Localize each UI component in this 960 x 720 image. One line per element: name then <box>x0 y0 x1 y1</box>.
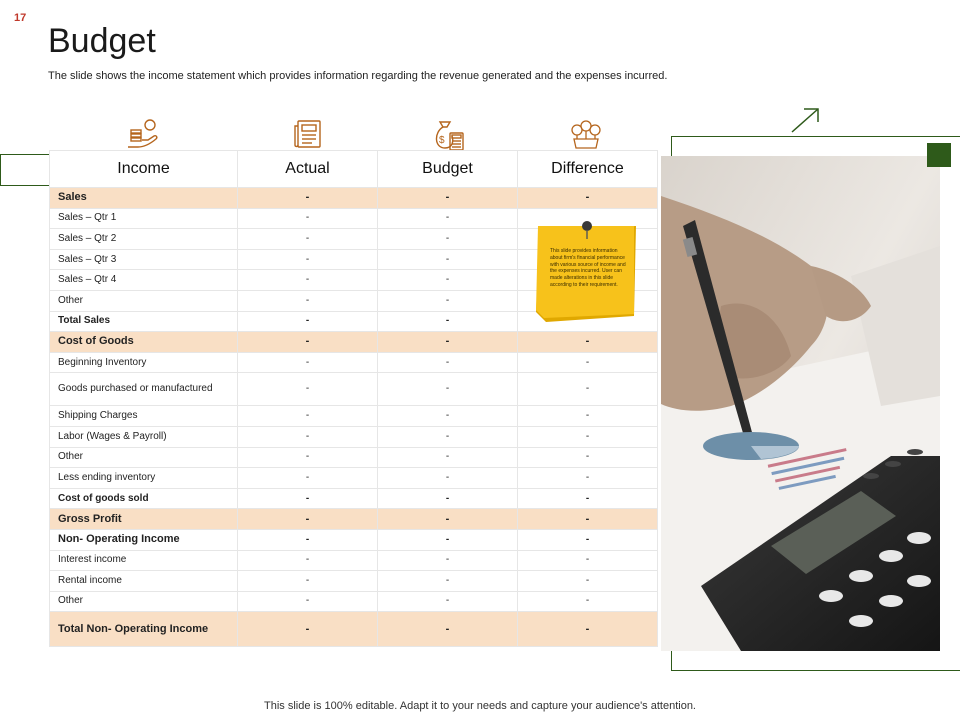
budget-value: - <box>378 591 518 612</box>
difference-value: - <box>518 468 658 489</box>
actual-value: - <box>238 290 378 311</box>
difference-value: - <box>518 352 658 373</box>
row-label: Total Sales <box>50 311 238 332</box>
budget-value: - <box>378 249 518 270</box>
actual-value: - <box>238 612 378 647</box>
difference-value: - <box>518 447 658 468</box>
budget-value: - <box>378 188 518 209</box>
actual-value: - <box>238 188 378 209</box>
money-hand-icon <box>126 118 160 150</box>
lightbulb-money-icon <box>570 118 602 150</box>
difference-value: - <box>518 591 658 612</box>
actual-value: - <box>238 406 378 427</box>
row-label: Cost of goods sold <box>50 488 238 509</box>
row-label: Labor (Wages & Payroll) <box>50 426 238 447</box>
header-budget: Budget <box>378 151 518 188</box>
difference-value: - <box>518 188 658 209</box>
newspaper-icon <box>292 118 324 150</box>
row-label: Goods purchased or manufactured <box>50 373 238 406</box>
page-subtitle: The slide shows the income statement which provides information regarding the revenue generated and the expenses incurred. <box>48 70 668 82</box>
row-label: Other <box>50 290 238 311</box>
row-label: Other <box>50 591 238 612</box>
row-label: Sales – Qtr 4 <box>50 270 238 291</box>
budget-value: - <box>378 229 518 250</box>
sticky-note <box>536 226 638 322</box>
difference-value: - <box>518 373 658 406</box>
row-label: Shipping Charges <box>50 406 238 427</box>
row-label: Rental income <box>50 571 238 592</box>
table-row <box>50 332 658 353</box>
table-row <box>50 426 658 447</box>
table-row <box>50 591 658 612</box>
table-row <box>50 352 658 373</box>
budget-value: - <box>378 488 518 509</box>
table-row <box>50 550 658 571</box>
row-label: Gross Profit <box>50 509 238 530</box>
difference-value: - <box>518 571 658 592</box>
actual-value: - <box>238 352 378 373</box>
table-row <box>50 529 658 550</box>
budget-value: - <box>378 290 518 311</box>
header-difference: Difference <box>518 151 658 188</box>
difference-value: - <box>518 426 658 447</box>
row-label: Sales <box>50 188 238 209</box>
difference-value: - <box>518 488 658 509</box>
actual-value: - <box>238 571 378 592</box>
actual-value: - <box>238 468 378 489</box>
difference-value: - <box>518 550 658 571</box>
row-label: Sales – Qtr 2 <box>50 229 238 250</box>
budget-value: - <box>378 311 518 332</box>
budget-value: - <box>378 447 518 468</box>
actual-value: - <box>238 509 378 530</box>
row-label: Cost of Goods <box>50 332 238 353</box>
actual-value: - <box>238 529 378 550</box>
money-bag-calculator-icon <box>432 118 466 152</box>
pushpin-icon <box>580 220 594 240</box>
budget-value: - <box>378 208 518 229</box>
svg-text:$: $ <box>439 135 445 146</box>
actual-value: - <box>238 208 378 229</box>
actual-value: - <box>238 447 378 468</box>
table-row <box>50 571 658 592</box>
income-statement-table <box>49 150 658 647</box>
budget-value: - <box>378 509 518 530</box>
table-row <box>50 447 658 468</box>
decorative-frame-left <box>0 154 50 186</box>
actual-value: - <box>238 550 378 571</box>
actual-value: - <box>238 373 378 406</box>
budget-value: - <box>378 373 518 406</box>
photo-hand-pen-calculator <box>661 156 940 651</box>
budget-value: - <box>378 550 518 571</box>
row-label: Less ending inventory <box>50 468 238 489</box>
budget-value: - <box>378 270 518 291</box>
row-label: Sales – Qtr 3 <box>50 249 238 270</box>
actual-value: - <box>238 591 378 612</box>
table-header-row <box>50 151 658 188</box>
actual-value: - <box>238 311 378 332</box>
table-row <box>50 509 658 530</box>
table-row <box>50 488 658 509</box>
table-row <box>50 468 658 489</box>
actual-value: - <box>238 488 378 509</box>
decorative-green-square <box>927 143 951 167</box>
actual-value: - <box>238 426 378 447</box>
budget-value: - <box>378 352 518 373</box>
row-label: Sales – Qtr 1 <box>50 208 238 229</box>
header-actual: Actual <box>238 151 378 188</box>
budget-value: - <box>378 332 518 353</box>
row-label: Non- Operating Income <box>50 529 238 550</box>
budget-value: - <box>378 468 518 489</box>
budget-value: - <box>378 406 518 427</box>
table-row <box>50 188 658 209</box>
row-label: Total Non- Operating Income <box>50 612 238 647</box>
row-label: Beginning Inventory <box>50 352 238 373</box>
difference-value: - <box>518 406 658 427</box>
actual-value: - <box>238 229 378 250</box>
row-label: Interest income <box>50 550 238 571</box>
budget-value: - <box>378 571 518 592</box>
row-label: Other <box>50 447 238 468</box>
budget-value: - <box>378 612 518 647</box>
table-row <box>50 612 658 647</box>
actual-value: - <box>238 249 378 270</box>
page-title: Budget <box>48 22 156 60</box>
difference-value: - <box>518 612 658 647</box>
table-row <box>50 373 658 406</box>
difference-value: - <box>518 509 658 530</box>
header-income: Income <box>50 151 238 188</box>
arrow-up-right-icon <box>788 106 822 134</box>
table-row <box>50 406 658 427</box>
budget-value: - <box>378 529 518 550</box>
difference-value: - <box>518 529 658 550</box>
actual-value: - <box>238 332 378 353</box>
footer-note: This slide is 100% editable. Adapt it to your needs and capture your audience's attention. <box>264 700 696 712</box>
actual-value: - <box>238 270 378 291</box>
difference-value: - <box>518 332 658 353</box>
budget-value: - <box>378 426 518 447</box>
sticky-note-text: This slide provides information about firm's financial performance with various source of income and the expenses incurred. User can made alterations in this slide according to their requirement. <box>550 248 626 288</box>
slide-number: 17 <box>14 12 27 24</box>
